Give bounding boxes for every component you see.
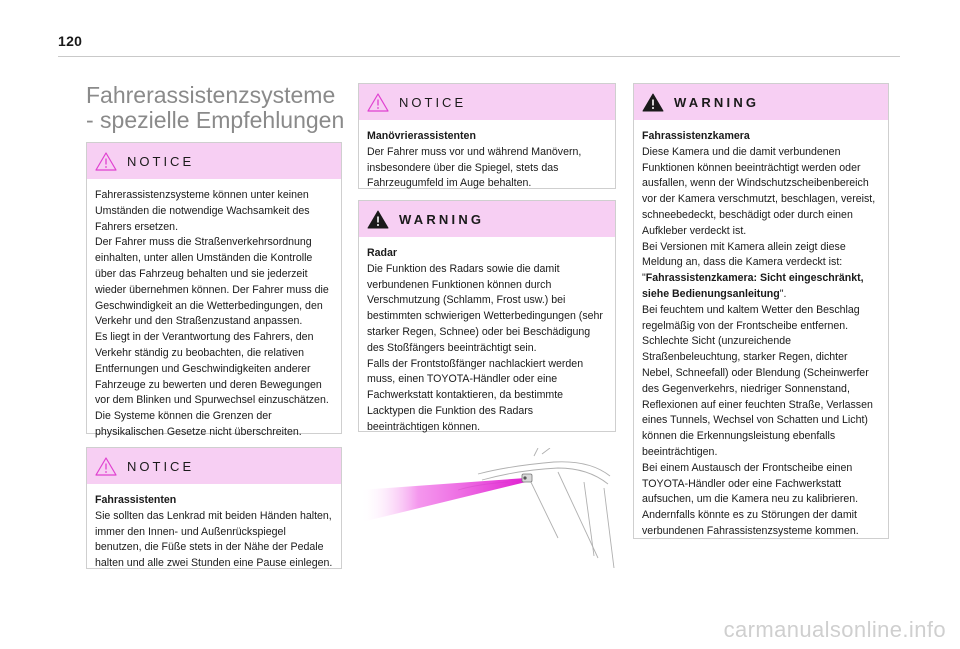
notice-text: Es liegt in der Verantwortung des Fahrers, den Verkehr ständig zu beobachten, die relativen Entfernungen und Geschwindigkeiten anderer Fahrzeuge zu bewerten und deren Bewegungen vor dem Blinken und Spurwechsel einzuschätzen. <box>95 331 329 407</box>
warning-text: Bei feuchtem und kaltem Wetter den Beschlag regelmäßig von der Frontscheibe entfernen. <box>642 303 860 332</box>
warning-triangle-outline-icon <box>367 93 389 112</box>
warning-label: WARNING <box>674 94 760 110</box>
notice-header <box>87 143 341 179</box>
notice-label: NOTICE <box>399 94 467 110</box>
windshield-camera-illustration <box>358 448 616 568</box>
warning-text: Bei Versionen mit Kamera allein zeigt diese Meldung an, dass die Kamera verdeckt ist: " <box>642 240 846 285</box>
notice-header <box>87 448 341 484</box>
notice-header <box>359 84 615 120</box>
warning-header <box>359 201 615 237</box>
warning-triangle-filled-icon <box>642 93 664 112</box>
camera-field-of-view-beam <box>360 478 526 522</box>
warning-text-message <box>642 240 880 303</box>
notice-body <box>359 120 615 201</box>
warning-triangle-outline-icon <box>95 152 117 171</box>
warning-label: WARNING <box>399 211 485 227</box>
warning-text: Falls der Frontstoßfänger nachlackiert werden muss, einen TOYOTA-Händler oder eine Fachwerkstatt kontaktieren, da bestimmte Lacktypen die Funktion des Radars beeinträchtigen können. <box>367 357 584 433</box>
warning-header <box>634 84 888 120</box>
notice-text: Sie sollten das Lenkrad mit beiden Händen halten, immer den Innen- und Außenrückspiegel benutzen, die Füße stets in der Nähe der Pedale halten und alle zwei Stunden eine Pause einlegen. <box>95 509 333 570</box>
notice-heading: Fahrassistenten <box>95 494 177 506</box>
watermark: carmanualsonline.info <box>723 617 946 642</box>
warning-text: ". <box>779 287 787 300</box>
warning-triangle-filled-icon <box>367 210 389 229</box>
page-number: 120 <box>58 33 83 49</box>
warning-triangle-outline-icon <box>95 457 117 476</box>
warning-text: Diese Kamera und die damit verbundenen Funktionen können beeinträchtigt werden oder ausfallen, wenn der Windschutzscheibenbereich vor der Kamera verschmutzt, beschlagen, vereist, schneebedeckt, beschädigt oder durch einen Aufkleber verdeckt ist. <box>642 145 876 237</box>
warning-text: Bei einem Austausch der Frontscheibe einen TOYOTA-Händler oder eine Fachwerkstatt aufsuchen, um die Kamera neu zu kalibrieren. Andernfalls könnte es zu Störungen der damit verbundenen Fahrassistenzsysteme kommen. <box>642 461 859 537</box>
notice-box-driving-assistants <box>86 447 342 569</box>
warning-box-driver-assist-camera <box>633 83 889 539</box>
dashboard-message-text: Fahrassistenzkamera: Sicht eingeschränkt, siehe Bedienungsanleitung <box>642 272 864 300</box>
section-title: Fahrerassistenzsysteme - spezielle Empfehlungen <box>86 82 345 133</box>
warning-heading: Radar <box>367 247 398 259</box>
notice-box-maneuvering-assistants <box>358 83 616 189</box>
notice-label: NOTICE <box>127 458 195 474</box>
camera-icon <box>522 474 532 482</box>
warning-heading: Fahrassistenzkamera <box>642 130 750 142</box>
notice-label: NOTICE <box>127 153 195 169</box>
warning-text: Die Funktion des Radars sowie die damit verbundenen Funktionen können durch Verschmutzung (Schlamm, Frost usw.) bei bestimmten schwierigen Wetterbedingungen (sehr starker Regen, Schnee) oder bei Beschädigung des Stoßfängers beeinträchtigt sein. <box>367 262 603 354</box>
warning-body <box>359 237 615 445</box>
notice-text: Der Fahrer muss die Straßenverkehrsordnung einhalten, unter allen Umständen die Kontrolle über das Fahrzeug behalten und sie jederzeit wieder übernehmen können. Der Fahrer muss die Geschwindigkeit an die Wetterbedingungen, den Verkehr und den Straßenzustand anpassen. <box>95 236 329 328</box>
notice-text: Fahrerassistenzsysteme können unter keinen Umständen die notwendige Wachsamkeit des Fahrers ersetzen. <box>95 189 310 233</box>
notice-text: Die Systeme können die Grenzen der physikalischen Gesetze nicht überschreiten. <box>95 410 302 438</box>
header-divider <box>58 56 900 57</box>
warning-text: Schlechte Sicht (unzureichende Straßenbeleuchtung, starker Regen, dichter Nebel, Schneefall) oder Blendung (Scheinwerfer des Gegenverkehrs, niedriger Sonnenstand, Reflexionen auf einer feuchten Straße, Verlassen eines Tunnels, Wechsel von Schatten und Licht) können die Erkennungsleistung ebenfalls beeinträchtigen. <box>642 335 873 458</box>
notice-box-driver-assistance <box>86 142 342 438</box>
notice-text: Der Fahrer muss vor und während Manövern, insbesondere über die Spiegel, stets das Fahrzeugumfeld im Auge behalten. <box>367 145 582 190</box>
warning-body <box>634 120 888 549</box>
notice-body <box>87 179 341 450</box>
warning-box-radar <box>358 200 616 432</box>
notice-body <box>87 484 341 581</box>
notice-heading: Manövrierassistenten <box>367 130 476 142</box>
